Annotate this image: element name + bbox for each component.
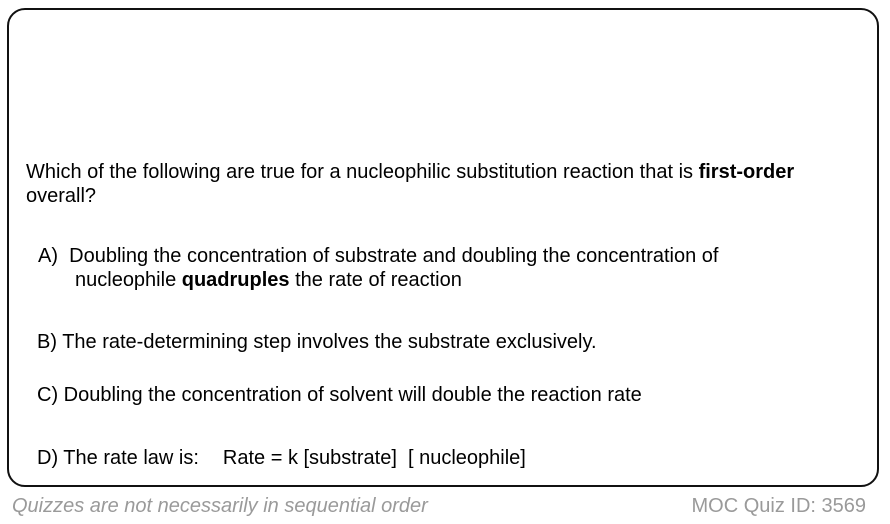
- question-emphasis: first-order: [698, 161, 795, 183]
- option-a[interactable]: [38, 244, 818, 292]
- option-a-line1: Doubling the concentration of substrate and doubling the concentration of: [69, 245, 719, 267]
- option-a-line2-suffix: the rate of reaction: [289, 269, 462, 291]
- option-d[interactable]: [37, 446, 526, 470]
- option-a-line2-prefix: nucleophile: [75, 269, 182, 291]
- option-c-text: C) Doubling the concentration of solvent will double the reaction rate: [37, 384, 642, 406]
- question-suffix: overall?: [26, 185, 97, 207]
- option-b-text: B) The rate-determining step involves the substrate exclusively.: [37, 331, 597, 353]
- quiz-id: MOC Quiz ID: 3569: [691, 495, 866, 517]
- question-text: [26, 160, 826, 208]
- option-d-label: D) The rate law is:: [37, 447, 199, 469]
- footer-note: Quizzes are not necessarily in sequential order: [12, 495, 428, 517]
- option-d-rate-law: Rate = k [substrate] [ nucleophile]: [222, 447, 526, 469]
- option-b[interactable]: [37, 330, 597, 354]
- option-a-emphasis: quadruples: [181, 269, 290, 291]
- question-prefix: Which of the following are true for a nucleophilic substitution reaction that is: [26, 161, 699, 183]
- option-a-letter: A): [38, 245, 58, 267]
- option-a-line2: [38, 268, 818, 292]
- option-c[interactable]: [37, 383, 642, 407]
